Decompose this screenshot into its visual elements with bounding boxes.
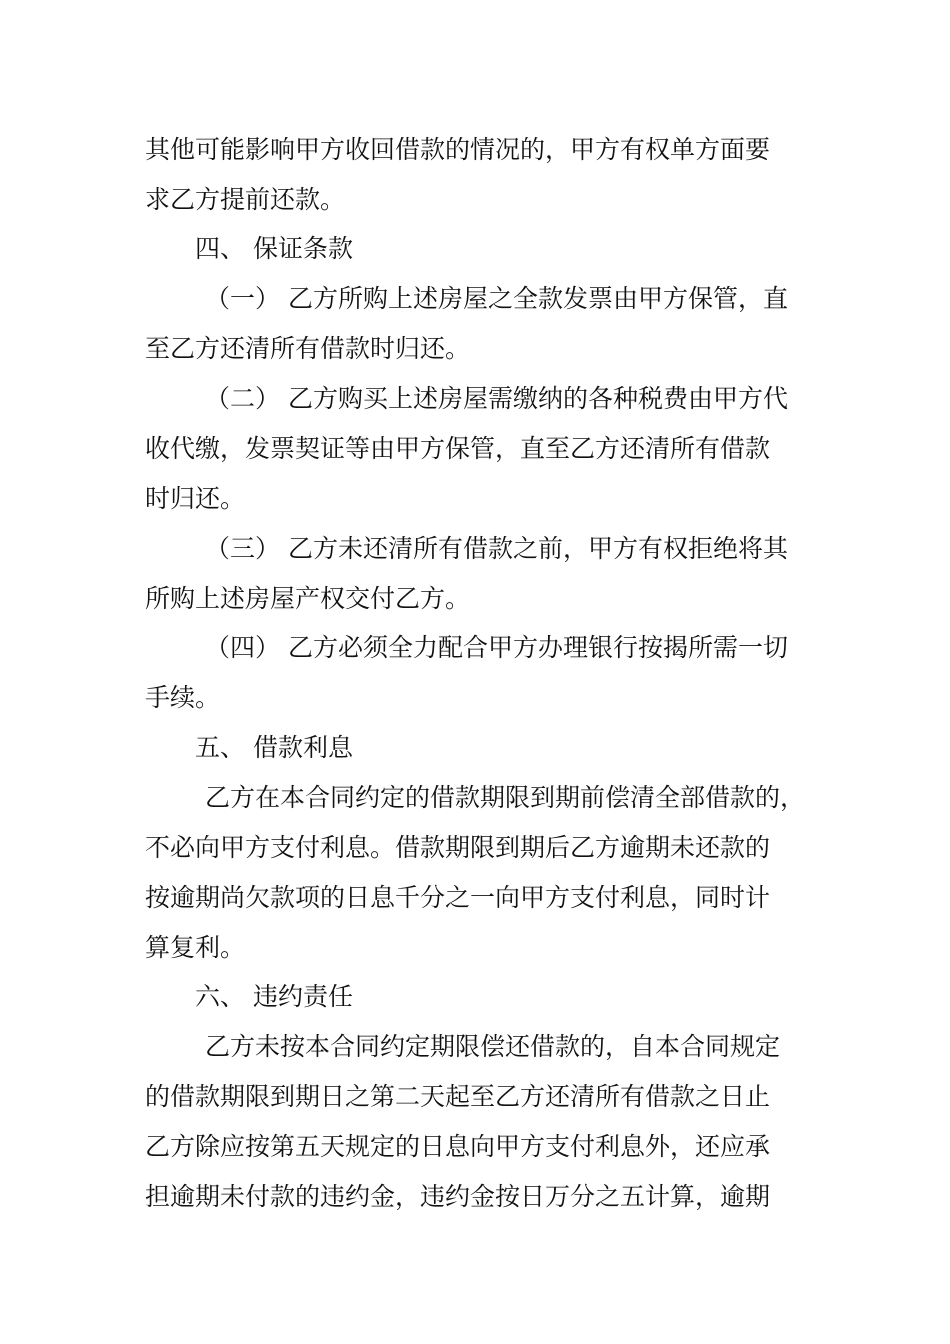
paragraph-interest: 乙方在本合同约定的借款期限到期前偿清全部借款的，	[205, 783, 806, 812]
clause-3: （三） 乙方未还清所有借款之前，甲方有权拒绝将其	[205, 534, 788, 563]
clause-2: （二） 乙方购买上述房屋需缴纳的各种税费由甲方代	[205, 384, 788, 413]
paragraph-liability: 乙方未按本合同约定期限偿还借款的，自本合同规定	[205, 1032, 781, 1061]
text-line: 所购上述房屋产权交付乙方。	[145, 584, 471, 613]
clause-1: （一） 乙方所购上述房屋之全款发票由甲方保管，直	[205, 284, 788, 313]
clause-4: （四） 乙方必须全力配合甲方办理银行按揭所需一切	[205, 633, 788, 662]
text-line: 求乙方提前还款。	[145, 185, 346, 214]
text-line: 乙方除应按第五天规定的日息向甲方支付利息外，还应承	[145, 1132, 771, 1161]
section-heading-5: 五、 借款利息	[195, 733, 353, 762]
text-line: 其他可能影响甲方收回借款的情况的，甲方有权单方面要	[145, 135, 771, 164]
text-line: 时归还。	[145, 484, 246, 513]
section-heading-6: 六、 违约责任	[195, 982, 353, 1011]
section-heading-4: 四、 保证条款	[195, 234, 353, 263]
text-line: 按逾期尚欠款项的日息千分之一向甲方支付利息，同时计	[145, 883, 771, 912]
text-line: 的借款期限到期日之第二天起至乙方还清所有借款之日止	[145, 1082, 771, 1111]
text-line: 算复利。	[145, 933, 246, 962]
text-line: 手续。	[145, 683, 221, 712]
text-line: 担逾期未付款的违约金，违约金按日万分之五计算，逾期	[145, 1182, 771, 1211]
text-line: 至乙方还清所有借款时归还。	[145, 334, 471, 363]
text-line: 收代缴，发票契证等由甲方保管，直至乙方还清所有借款	[145, 434, 771, 463]
text-line: 不必向甲方支付利息。借款期限到期后乙方逾期未还款的	[145, 833, 771, 862]
